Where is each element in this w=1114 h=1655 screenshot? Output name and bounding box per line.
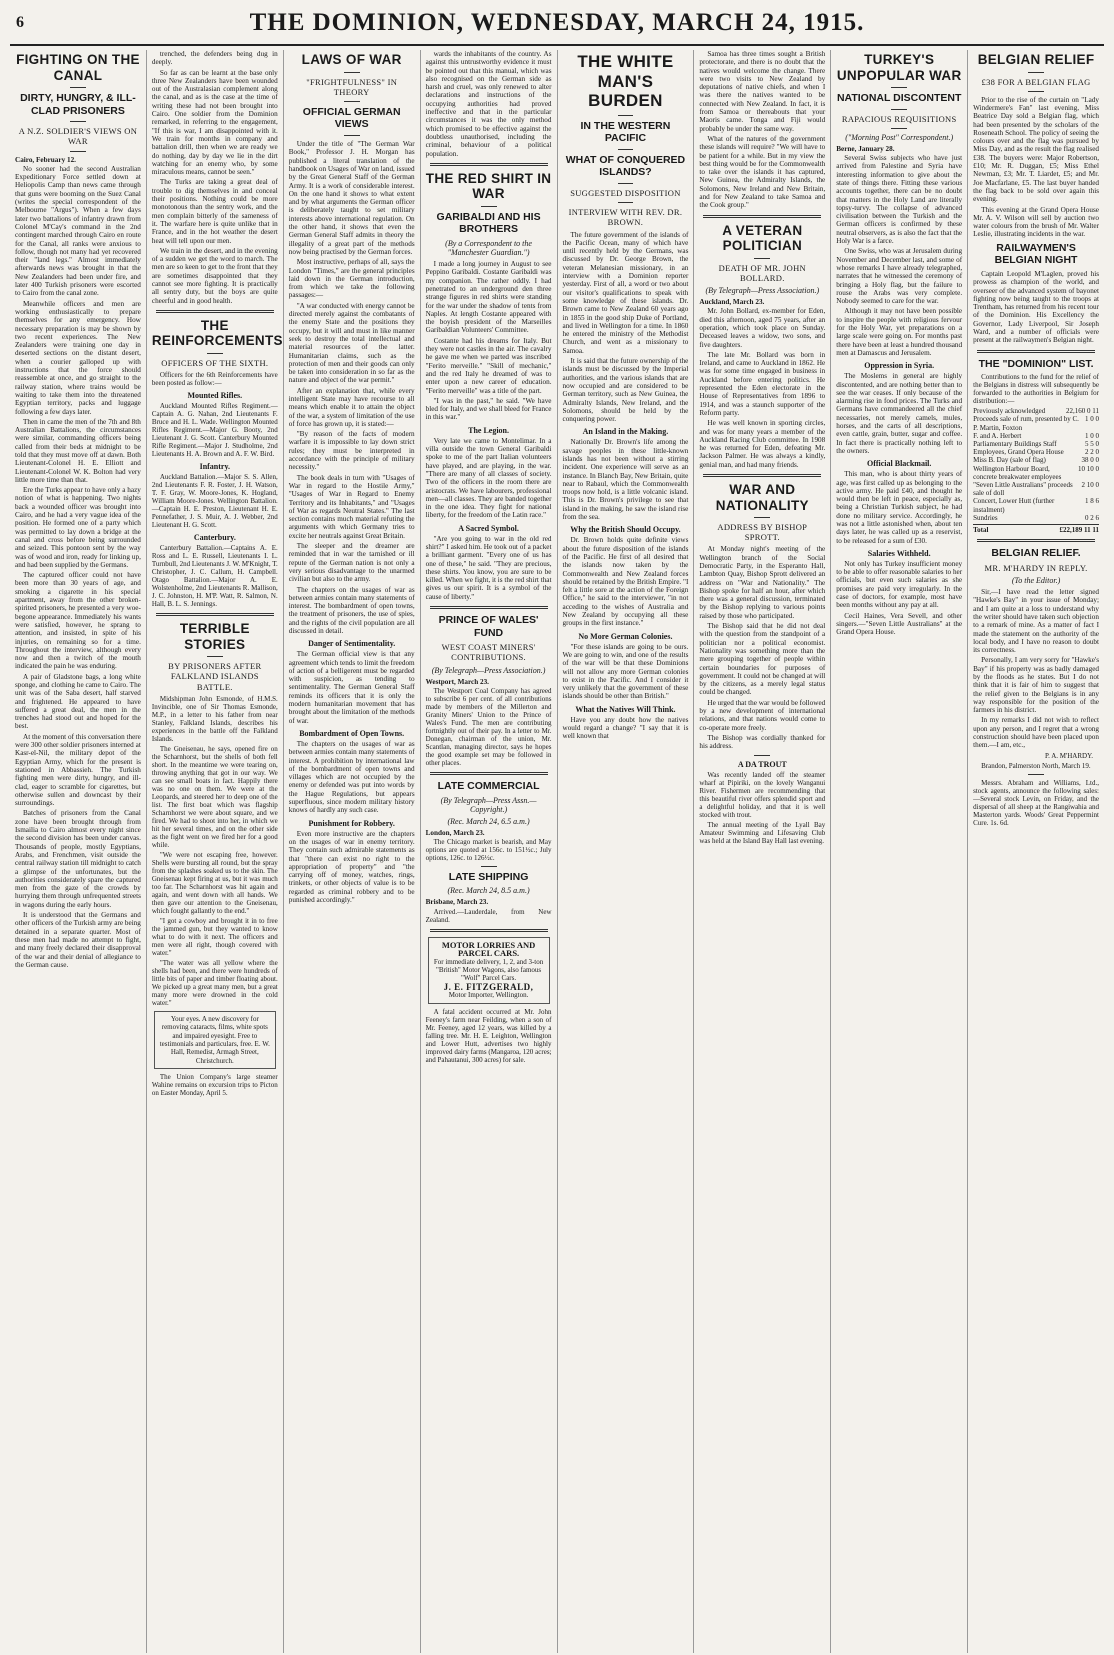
- paragraph: At Monday night's meeting of the Wellington branch of the Social Democratic Party, in the Esperanto Hall, Lambton Quay, Bishop Sprott delivered an address on "War and Nationality." The Bishop spoke for half an hour, after which there was a general discussion, terminated by the Bishop replying to various points raised by those who participated.: [699, 545, 826, 620]
- red-shirt-body: [426, 260, 552, 601]
- paragraph: Captain Leopold M'Laglen, proved his prowess as champion of the world, and overseer of the advanced system of bayonet fighting now being taught to the troops at Trentham, has returned from his recent tour of the Dominion. His Excellency the Governor, Lady Liverpool, Sir Joseph Ward, and a number of officials were present at the railwaymen's Belgian night.: [973, 269, 1099, 345]
- list-item: F. and A. Herbert 1 0 0: [973, 431, 1099, 440]
- divider: [1028, 72, 1044, 73]
- divider: [70, 151, 86, 152]
- dateline: Berne, January 28.: [836, 144, 895, 153]
- paragraph: Then in came the men of the 7th and 8th Australian Battalions, the circumstances were similar, commanding officers being called from their beds at midnight to be told that they must move off at dawn. Both Lieutenant-Colonel H. E. Elliott and Lieutenant-Colonel W. K. Bolton had very little more time than that.: [15, 417, 141, 484]
- received-time: (Rec. March 24, 8.5 a.m.): [447, 886, 530, 896]
- divider: [430, 606, 548, 609]
- notice-union-company: The Union Company's large steamer Wahine remains on excursion trips to Picton on Easter Monday, April 5.: [151, 1073, 278, 1098]
- newspaper-title: THE DOMINION, WEDNESDAY, MARCH 24, 1915.: [249, 9, 865, 36]
- paragraph: Sir,—I have read the letter signed "Hawke's Bay" in your issue of Monday; and I am quite at a loss to understand why the writer should have taken such objection to a remark of mine. As a matter of fact I made the statement on the authority of the local body, and I have no reason to doubt its correctness.: [973, 588, 1099, 655]
- subhead-frightfulness: "FRIGHTFULNESS" IN THEORY: [306, 76, 398, 97]
- paragraph: At the moment of this conversation there were 300 other soldier prisoners interned at Kasr-el-Nil, the military depot of the Egyptian Army, which for the present is stationed in Abbassieh. The Turkish fighting men were dirty, hungry, and ill-clad, eager to scramble for cigarettes, but otherwise sullen and downcast by their surroundings.: [15, 732, 141, 808]
- divider: [344, 135, 360, 136]
- paragraph: The Bishop was cordially thanked for his address.: [699, 733, 826, 751]
- divider: [977, 350, 1095, 353]
- article-body-canal: [15, 165, 141, 969]
- received-time: (Rec. March 24, 6.5 a.m.): [447, 816, 530, 826]
- byline: (By Telegraph—Press Association.): [705, 286, 820, 296]
- divider: [70, 87, 86, 88]
- paragraph: The late Mr. Bollard was born in Ireland, and came to Auckland in 1862. He was for some time engaged in business in Auckland before entering politics. He represented the Eden electorate in the House of Representatives from 1896 to 1914, and was a staunch supporter of the Reform party.: [699, 350, 826, 417]
- kicker-conquered-islands: WHAT OF CONQUERED ISLANDS?: [565, 153, 686, 179]
- byline: (By a Correspondent to the "Manchester Guardian."): [445, 239, 532, 258]
- letter-body: [973, 588, 1099, 750]
- divider: [754, 517, 770, 518]
- paragraph: I made a long journey in August to see Peppino Garibaldi. Costante Garibaldi was my companion. The rather oddly. I had penetrated to an underground den three strange figures in red shirts were standing for the war under the shadow of tents from Naples. At length Costante appeared with the boyish president of the Marseilles Garibaldian Volunteers' Committee.: [425, 260, 552, 335]
- paragraph: Samoa has three times sought a British protectorate, and there is no doubt that the natives would welcome the change. There were two visits to New Zealand by deputations of native chiefs, and when I was there the natives wanted to be connected with New Zealand. In fact, it is from Samoa or thereabouts that your Maoris came. Tonga and Fiji would probably be under the same way.: [699, 50, 826, 133]
- stock-sales-notice: Messrs. Abraham and Williams, Ltd., stock agents, announce the following sales:—Several stock Levin, on Friday, and the dispersal of all sheep at the Rangiwahia and Masterton yards. Woods' Great Peppermint Cure. 1s. 6d.: [973, 778, 1099, 827]
- dateline: Brisbane, March 23.: [425, 898, 489, 907]
- paragraph: A fatal accident occurred at Mr. John Feeney's farm near Feilding, when a son of Mr. Feeney, aged 12 years, was killed by a falling tree. Mr. H. E. Leighton, Wellington and Lower Hutt, advertises two highly improved dairy farms (Mangaroa, 120 acres; and Pahautanui, 300 acres) for sale.: [425, 1007, 552, 1064]
- paragraph: Several Swiss subjects who have just arrived from Palestine and Syria have interesting information to give about the state of things there. Fitting these various accounts together, there can be no doubt that matters in the Holy Land are literally topsy-turvy. The collapse of advanced civilisation between the Turkish and the German officers is confirmed by these neutral observers, as is also the fact that the Holy War is a farce.: [836, 154, 963, 246]
- paragraph: Personally, I am very sorry for "Hawke's Bay" if his property was as badly damaged by the floods as he states. But I do not think that it is fair of him to suggest that the relief given to the Belgians is in any way responsible for the position of the farmers in his district.: [973, 656, 1099, 715]
- letter-place: Brandon, Palmerston North, March 19.: [981, 761, 1091, 770]
- paragraph: So far as can be learnt at the base only three New Zealanders have been wounded out of the Australasian complement along the canal, and as is the case at the time of writing these had not been brought into Cairo. One soldier from the Dominion remarked, in referring to the engagement, "If this is war, I am disappointed with it. We train for months in company and battalion drill, then when we are ready we do nothing, day by day we lie in the dirt watching for an enemy who, by some miraculous means, cannot be seen.": [151, 68, 278, 177]
- turkey-body: [836, 154, 962, 636]
- paragraph: Not only has Turkey insufficient money to be able to offer reasonable salaries to her officials, but even such salaries as she promises are paid very irregularly. In the case of doctors, for example, most have been months without any pay at all.: [836, 559, 963, 610]
- subhead-western-pacific: IN THE WESTERN PACIFIC: [580, 119, 671, 145]
- divider: [703, 474, 821, 477]
- paragraph: The book deals in turn with "Usages of War in regard to the Hostile Army," "Usages of War in Regard to Enemy Territory and its Inhabitants," and "Usages of War as regards Neutral States." The last section contains much material refuting the arguments with which Germany tries to excite her neutrals against Great Britain.: [288, 473, 415, 540]
- divider: [344, 101, 360, 102]
- paragraph: Nationally Dr. Brown's life among the savage peoples in these little-known islands has not been without a stirring incident. One experience will serve as an instance. In Blanch Bay, New Britain, quite near to Rabaul, which the Commonwealth troops now hold, is a little volcanic island. This is Dr. Brown's privilege to see that island in the making, he saw the island rise from the sea.: [562, 438, 689, 522]
- salutation: (To the Editor.): [1011, 576, 1061, 586]
- headline-laws-of-war: LAWS OF WAR: [301, 52, 402, 67]
- subsection-heading: Danger of Sentimentality.: [308, 639, 396, 649]
- headline-veteran-politician: A VETERAN POLITICIAN: [722, 222, 803, 254]
- list-item: "Seven Little Australians" proceeds sale of doll 2 10 0: [973, 481, 1099, 498]
- byline: (By Telegraph—Press Association.): [431, 665, 546, 675]
- divider: [207, 656, 223, 657]
- kicker-mhardy: MR. M'HARDY IN REPLY.: [984, 562, 1088, 573]
- reinforcements-body: [152, 371, 278, 608]
- dominion-list-intro: Contributions to the fund for the relief of the Belgians in distress will subsequently be forwarded to the authorities in Belgium for distribution:—: [973, 373, 1099, 406]
- divider: [891, 128, 907, 129]
- headline-turkeys-unpopular-war: TURKEY'S UNPOPULAR WAR: [836, 52, 962, 83]
- paragraph: wards the inhabitants of the country. As against this untrustworthy evidence it must be pointed out that this manual, which was also recognised on the German side as harsh and cruel, was only renewed to alter declarations and instructions of the occupying authorities had proved ineffective and that in the particular circumstances it was the only method which promised to be effective against the doubtless unauthorised, including the criminal, behaviour of a political population.: [425, 50, 552, 158]
- kicker-nz-soldier: A N.Z. SOLDIER'S VIEWS ON WAR: [18, 126, 138, 147]
- column-7: [831, 50, 968, 1653]
- headline-white-mans-burden: THE WHITE MAN'S BURDEN: [577, 52, 674, 111]
- ad-advertiser: J. E. FITZGERALD,: [443, 981, 534, 992]
- kicker-bollard: DEATH OF MR. JOHN BOLLARD.: [718, 262, 806, 283]
- paragraph: Prior to the rise of the curtain on "Lady Windermere's Fan" last evening, Miss Beatrice Day sold a Belgian flag, which had been presented by the scholars of the Roseneath School. The policy of seeing the colours over and the flag was pursued by Miss Day, and as the result the flag realised £38. The buyers were: Major Robertson, £10; Mr. R. Duggan, £5; Miss Ethel Newman, £3; Mr. T. Liardet, £5; and Mr. Joe Macfarlane, £5. The last buyer handed the flag back to be sold over again this evening.: [973, 95, 1099, 204]
- unit-heading: Mounted Rifles.: [187, 391, 243, 401]
- kicker-miners: WEST COAST MINERS' CONTRIBUTIONS.: [441, 642, 536, 663]
- kicker-belgian-flag: £38 FOR A BELGIAN FLAG: [981, 76, 1091, 87]
- letter-signature: P. A. M'HARDY.: [1044, 751, 1093, 760]
- divider: [1028, 774, 1044, 775]
- page-number: 6: [16, 14, 24, 31]
- paragraph: Meanwhile officers and men are working enthusiastically to prepare themselves for any emergency. How necessary preparation is may be shown by two recent experiences. The New Zealanders were training one day in deserted sections on the distant desert, when a courier galloped up with instructions that the force should reassemble at once, and go straight to the railway station, where trains would be waiting to take them into the threatened Egyptian territory, packs and luggage following a few days later.: [15, 299, 141, 416]
- paragraph: The future government of the islands of the Pacific Ocean, many of which have until recently held by the Germans, was discussed by Dr. George Brown, the veteran Melanesian missionary, in an interview with a Dominion reporter yesterday. First of all, a word or two about our visitor's qualifications to speak with some knowledge of these islands. Dr. Brown came to New Zealand 60 years ago in 1855 in the good ship Duke of Portland, and lived in Wellington for a time. In 1860 he entered the ministry of the Methodist Church, and went as a missionary to Samoa.: [562, 230, 689, 355]
- headline-late-shipping: LATE SHIPPING: [448, 870, 529, 883]
- paragraph: Although it may not have been possible to inspire the people with religious fervour for the Holy War, yet preparations on a large scale were going on. For months past there have been at least a hundred thousand men at Damascus and Jerusalem.: [836, 307, 963, 357]
- paragraph: It is said that the future ownership of the islands must be discussed by the Imperial authorities, and the various islands that are now occupied and are considered to be German territory, such as New Guinea, the Admiralty Islands, New Ireland, and the Solomons, should be held by the conquering power.: [562, 357, 689, 424]
- subsection-heading: Oppression in Syria.: [864, 361, 935, 371]
- divider: [344, 72, 360, 73]
- paragraph: "I got a cowboy and brought it in to free the jammed gun, but they wanted to know what to do with it next. The officers and men were all right, though covered with water.": [151, 916, 278, 957]
- divider: [156, 310, 274, 313]
- paragraph: The chapters on the usages of war as between armies contain many statements of interest. The bombardment of open towns, the treatment of prisoners, the use of spies, and the rights of the civil population are all discussed in detail.: [288, 585, 415, 635]
- columns: [10, 50, 1104, 1653]
- subhead-national-discontent: NATIONAL DISCONTENT: [836, 92, 962, 105]
- kicker-interview: INTERVIEW WITH REV. DR. BROWN.: [568, 207, 683, 228]
- laws-of-war-body: [289, 140, 415, 904]
- ad-text: For immediate delivery, 1, 2, and 3-ton "British" Motor Wagons, also famous "Wolf" Parcel Cars.: [433, 957, 544, 983]
- ad-place: Motor Importer, Wellington.: [448, 991, 529, 1000]
- subsection-heading: The Legion.: [468, 425, 510, 435]
- laws-of-war-continued: [426, 50, 552, 158]
- advertisement-eyes: Your eyes. A new discovery for removing cataracts, films, white spots and impaired eyesight. Free to testimonials and particulars, free. E. W. Hall, Remedist, Armagh Street, Christchurch.: [154, 1011, 276, 1069]
- paragraph: The Turks are taking a great deal of trouble to dig themselves in and conceal their positions. Nothing could be more monotonous than the sentry work, and the men complain bitterly of the sameness of it. The warfare here is quite unlike that in France, and in the hot weather the desert heat will tell upon our men.: [151, 178, 278, 245]
- masthead: [10, 6, 1104, 46]
- kicker-bishop-sprott: ADDRESS BY BISHOP SPROTT.: [717, 522, 808, 543]
- war-nationality-body: [699, 545, 825, 750]
- paragraph: Cecil Haines, Vera Sevell, and other singers.—"Seven Little Australians" at the Grand Opera House.: [836, 611, 963, 637]
- late-shipping-body: [426, 908, 552, 924]
- paragraph: He was well known in sporting circles, and was for many years a member of the Auckland Racing Club committee. In 1908 he was returned for Eden, defeating Mr. Jackson Palmer. He was always a kindly, genial man, and had many friends.: [699, 419, 826, 469]
- local-notes: [426, 1008, 552, 1064]
- paragraph: Under the title of "The German War Book," Professor J. H. Morgan has published a literal translation of the handbook on Usages of War on land, issued by the Great General Staff of the German Army. It is a work of considerable interest. On the one hand it shows to what extent and by what arguments the German officer is deliberately taught to set military interests above international regulation. On the other hand, it shows that even the German General Staff admits in theory the illegality of a great part of the methods now being practised by the German forces.: [288, 140, 415, 256]
- headline-prince-of-wales-fund: PRINCE OF WALES' FUND: [438, 614, 539, 639]
- subhead-prisoners: DIRTY, HUNGRY, & ILL-CLAD PRISONERS: [20, 92, 136, 117]
- divider: [618, 115, 634, 116]
- paragraph: The Gneisenau, he says, opened fire on the Scharnhorst, but the shells of both fell short. In the meantime we were tearing on, throwing anything that got in our way. We can see small boats in fact. Happily there was no one on them. We were at the Leopards, and steered her to deep one of the list. The first boat which was flagship Scharnhorst we were about square, and we fired. We had to shoot into her, in which we hit her several times, and on the other side as the fight went on we fired her for a good while.: [151, 744, 278, 849]
- divider: [430, 929, 548, 932]
- headline-railwaymens-night: RAILWAYMEN'S BELGIAN NIGHT: [994, 241, 1078, 267]
- list-item: Miss B. Day (sale of flag) 38 0 0: [973, 456, 1099, 465]
- byline: ("Morning Post" Correspondent.): [845, 132, 954, 142]
- list-item: Wellington Harbour Board, concrete breakwater employees 10 10 0: [973, 464, 1099, 481]
- list-item: Proceeds sale of rum, presented by C. P. Martin, Foxton 1 0 0: [973, 415, 1099, 432]
- headline-belgian-relief-reply: BELGIAN RELIEF.: [991, 547, 1081, 560]
- paragraph: Even more instructive are the chapters on the usages of war in enemy territory. They contain such admirable statements as that "there can exist no right to the appropriation of property" and "the carrying off of money, watches, rings, trinkets, or other objects of value is to be regarded as criminal robbery and to be punished accordingly.": [288, 829, 415, 905]
- divider: [430, 772, 548, 775]
- paragraph: Officers for the 6th Reinforcements have been posted as follow:—: [151, 371, 278, 388]
- subsection-heading: An Island in the Making.: [582, 427, 669, 437]
- paragraph: "For these islands are going to be ours. We are going to win, and one of the results of the war will be that these Dominions will not allow any more German colonies to exist in the Pacific. And I consider it very unlikely that the government of these islands should be other than British.": [562, 642, 689, 701]
- paragraph: It is understood that the Germans and other officers of the Turkish army are being detained in a separate quarter. Most of these men had made no attempt to fight, and many freely declared their disapproval of the war and their denial of allegiance to the German cause.: [15, 911, 141, 969]
- ad-heading: MOTOR LORRIES AND PARCEL CARS.: [441, 939, 536, 959]
- divider: [207, 353, 223, 354]
- list-item: Sundries 0 2 6: [973, 513, 1099, 522]
- railwaymen-body: [973, 270, 1099, 345]
- divider: [156, 613, 274, 616]
- paragraph: trenched, the defenders being dug in deeply.: [151, 50, 278, 67]
- subsection-heading: Why the British Should Occupy.: [570, 525, 681, 535]
- column-2: [147, 50, 284, 1653]
- divider: [754, 755, 770, 756]
- paragraph: The Moslems in general are highly discontented, and are nothing better than to see the war ceases. If only because of the alarming rise in food prices. The Turks and Germans have commandeered all the chief necessaries, not merely camels, mules, horses, and the carts of all descriptions, even cattle, grain, butter, sugar and coffee. In fact there is practically nothing left to the owners.: [836, 372, 963, 455]
- divider: [430, 163, 548, 166]
- subsection-heading: A Sacred Symbol.: [458, 523, 519, 533]
- paragraph: Dr. Brown holds quite definite views about the future disposition of the islands of the Pacific. He first of all desired that the islands now taken by the Commonwealth and New Zealand forces should be retained by the British Empire. "I felt a little sore at the action of the Foreign Office," he said to the interviewer, "in not acceding to the wishes of Australia and New Zealand by occupying all these groups in the first instance.": [562, 536, 689, 628]
- subsection-heading: Bombardment of Open Towns.: [299, 728, 405, 738]
- dateline: Auckland, March 23.: [699, 298, 765, 307]
- paragraph: The sleeper and the dreamer are reminded that in war the tarnished or ill repute of the German nation is not only a very serious disadvantage to the unarmed civilian but also to the army.: [288, 542, 415, 584]
- paragraph: In my remarks I did not wish to reflect upon any person, and I regret that a wrong construction should have been placed upon them.—I am, etc.,: [973, 716, 1099, 750]
- divider: [481, 206, 497, 207]
- advertisement-motor-lorries: [428, 937, 550, 1004]
- section-official-german-views: OFFICIAL GERMAN VIEWS: [302, 105, 401, 131]
- divider: [618, 149, 634, 150]
- column-4: [421, 50, 558, 1653]
- dateline: Westport, March 23.: [425, 677, 489, 686]
- prince-fund-body: [426, 687, 552, 767]
- paragraph: Midshipman John Esmonde, of H.M.S. Invincible, one of Sir Thomas Esmonde, M.P., in a letter to his father from near Stanley, Falkland Islands, describes his experiences in the battle off the Falkland Islands.: [151, 694, 278, 743]
- column-8: [968, 50, 1104, 1653]
- divider: [703, 215, 821, 218]
- list-item: Employees, Grand Opera House 2 2 0: [973, 448, 1099, 457]
- paragraph: The captured officer could not have been more than 30 years of age, and smoking a cigarette in his special apartment, away from the other broken-spirited prisoners, he presented a very woe-begone appearance. Immediately his wants were satisfied, however, he sprang to attention, and insisted, in spite of his injuries, on remaining so for a time. Throughout the interview, although every now and then a twitch of the mouth indicated the pain he was enduring.: [15, 571, 141, 671]
- unit-heading: Canterbury.: [193, 533, 236, 543]
- divider: [754, 258, 770, 259]
- paragraph: "I was in the past," he said. "We have bled for Italy, and we shall bleed for France in this war.": [425, 396, 552, 422]
- kicker-falkland: BY PRISONERS AFTER FALKLAND ISLANDS BATTLE.: [168, 661, 262, 692]
- paragraph: "A war conducted with energy cannot be directed merely against the combatants of the enemy State and the positions they occupy, but it will and must in like manner seek to destroy the total intellectual and material resources of the latter. Humanitarian claims, such as the protection of men and their goods can only be taken into consideration in so far as the nature and object of the war permit.": [288, 301, 415, 385]
- unit-text: Canterbury Battalion.—Captains A. E. Ross and L. E. Russell, Lieutenants I. L. Turnbull, 2nd Lieutenants J. W. M'Knight, T. Christopher, J. C. Callum, H. Campbell. Otago Battalion.—Major A. E. Wolstenholme, 2nd Lieutenants R. Mallison, J. C. Johnston, H. M'P. Watt, R. Salmon, N. Hall, B. L. S. Jennings.: [151, 544, 278, 609]
- subscription-list: [973, 407, 1099, 534]
- paragraph: The Chicago market is bearish, and May options are quoted at 156c. to 151½c.; July options, 126c. to 126½c.: [425, 837, 552, 862]
- kicker-officers: OFFICERS OF THE SIXTH.: [161, 357, 269, 368]
- list-item: Concert, Lower Hutt (further instalment) 1 8 6: [973, 497, 1099, 514]
- paragraph: Was recently landed off the steamer wharf at Pipiriki, on the lovely Wanganui River. Fishermen are recommending that this beautiful river offers splendid sport and a delightful holiday, and that it is well stocked with trout.: [699, 770, 826, 819]
- headline-canal: FIGHTING ON THE CANAL: [16, 52, 140, 83]
- white-mans-burden-body: [563, 231, 689, 741]
- paragraph: One Swiss, who was at Jerusalem during November and December last, and some of whose remarks I have already telegraphed, narrates that he witnessed the ceremony of bringing a Holy flag, but the failure to rouse the Arabs was very complete. Nobody seemed to care for the war.: [836, 247, 963, 306]
- paragraph: Ere the Turks appear to have only a hazy notion of what is happening. Two nights back a wounded officer was brought into Cairo, and he had a very vague idea of the position. He formed one of a party which was permitted to lay down a bridge at the canal and cross before being surrounded and seized. This pontoon sent by the way was of wood and iron, ready for linking up, and had been supplied by the Germans.: [15, 486, 141, 569]
- paragraph: After an explanation that, while every intelligent State may have recourse to all means which enable it to attain the object of the war, a system of limitation of the use of force has grown up, it is stated:—: [288, 386, 415, 428]
- kicker-requisitions: RAPACIOUS REQUISITIONS: [841, 113, 957, 124]
- divider: [70, 121, 86, 122]
- unit-text: Auckland Mounted Rifles Regiment.—Captain A. G. Nahan, 2nd Lieutenants F. Bruce and H. L. Wade. Wellington Mounted Rifles Regiment.—Major G. Booty, 2nd Lieutenant J. G. Scott. Canterbury Mounted Rifle Regiment.—Major J. Studholme, 2nd Lieutenants H. A. Brown and A. F. W. Bird.: [151, 402, 278, 459]
- paragraph: What of the natures of the government these islands will require? "We will have to be patient for a while. But in my view the best thing would be for the Commonwealth to take over the islands it has captured, New Guinea, the Admiralty Islands, the Solomons, New Ireland and New Britain, and for New Zealand to take Samoa and the Cook group.": [699, 134, 826, 210]
- divider: [481, 866, 497, 867]
- divider: [1028, 91, 1044, 92]
- headline-dominion-list: THE "DOMINION" LIST.: [978, 357, 1094, 370]
- paragraph: "By reason of the facts of modern warfare it is impossible to lay down strict rules; they must be interpreted in accordance with the principle of military necessity.": [288, 430, 415, 472]
- paragraph: Most instructive, perhaps of all, says the London "Times," are the general principles laid down in the German introduction, from which we take the following passages:—: [288, 258, 415, 300]
- paragraph: This man, who is about thirty years of age, was first called up as belonging to the active army. He paid £40, and thought he would then be left in peace, especially as, being a Christian Turkish subject, he had done no military service. Accordingly, he was not a little astonished when, about ten days later, he was called up as a reservist, to be released for a sum of £30.: [836, 470, 963, 545]
- list-total: Total £22,189 11 11: [973, 526, 1099, 535]
- paragraph: The chapters on the usages of war as between armies contain many statements of interest. A prohibition by international law of the bombardment of open towns and villages which are not occupied by the enemy or defended was put into words by the Hague Regulations, but appears superfluous, since modern military history knows of hardly any such case.: [288, 739, 415, 815]
- column-5: [558, 50, 695, 1653]
- headline-war-and-nationality: WAR AND NATIONALITY: [715, 481, 809, 513]
- unit-heading: Infantry.: [199, 462, 231, 472]
- subsection-heading: Salaries Withheld.: [867, 548, 931, 558]
- subsection-heading: What the Natives Will Think.: [575, 704, 676, 714]
- paragraph: Have you any doubt how the natives would regard a change? "I say that it is well known that: [562, 715, 689, 741]
- paragraph: Arrived.—Lauderdale, from New Zealand.: [425, 907, 552, 924]
- paragraph: We train in the desert, and in the evening of a sudden we get the word to march. The men are so keen to get to the front that they are sometimes disappointed that they cannot see more fighting. It is practically all sentry duty, but the boys are quite cheerful and in good health.: [151, 246, 278, 305]
- headline-red-shirt: THE RED SHIRT IN WAR: [425, 170, 552, 202]
- paragraph: No sooner had the second Australian Expeditionary Force settled down at Heliopolis Camp than news came through that guns were booming on the Suez Canal (writes the special correspondent of the Melbourne "Argus"). When a few days later two battalions of infantry drawn from Colonel M'Cay's command in the 2nd contingent marched through Cairo en route for the Canal, all ranks were anxious to follow, though not many had yet recovered their "land legs." Almost immediately afterwards news was brought in that the New Zealanders had been under fire, and later 400 Turkish prisoners were escorted to Cairo from the canal zone.: [15, 164, 141, 298]
- column-6: [694, 50, 831, 1653]
- politician-body: [699, 307, 825, 469]
- dateline: London, March 23.: [425, 828, 485, 837]
- article-body-continued: [152, 50, 278, 305]
- paragraph: The Westport Coal Company has agreed to subscribe 6 per cent. of all contributions made by members of the Millerton and Granity Miners' Union to the Prince of Wales's Fund. The men are contributing fortnightly out of their pay. In a letter to Mr. Donegan, chairman of the union, Mr. Scantlan, managing director, says he hopes the good example set may be followed in other places.: [425, 686, 552, 767]
- divider: [891, 87, 907, 88]
- subsection-heading: Punishment for Robbery.: [308, 818, 395, 828]
- byline: (By Telegraph—Press Assn.—Copyright.): [440, 795, 537, 814]
- column-1: [10, 50, 147, 1653]
- kicker-disposition: SUGGESTED DISPOSITION: [570, 188, 681, 199]
- paragraph: Batches of prisoners from the Canal zone have been brought through from Ismailia to Cairo almost every night since the second division has been under canvas. Thousands of people, mostly Egyptians, Arabs, and Frenchmen, visit outside the central railway station till midnight to catch a glimpse of the unfortunates, but the authorities considerately spare the captured men from the gaze of the crowds by hurrying them through unfrequented streets in wagons during the early hours.: [15, 809, 141, 909]
- paragraph: Very late we came to Montelimar. In a villa outside the town General Garibaldi spoke to me of the part Italian volunteers have played, and are playing, in the war. "There are many of all classes of society. Two of the officers in the room there are aristocrats. We have labourers, professional men—all classes. They are banded together in the one idea. They fight for national liberty, for the freedom of the Latin race.": [425, 436, 552, 520]
- headline-belgian-relief: BELGIAN RELIEF: [977, 52, 1095, 67]
- paragraph: This evening at the Grand Opera House Mr. A. V. Wilson will sell by auction two water colours from the brush of Mr. Walter Leslie, illustrating incidents in the war.: [973, 205, 1099, 239]
- headline-late-commercial: LATE COMMERCIAL: [437, 779, 540, 792]
- subsection-heading: No More German Colonies.: [578, 631, 673, 641]
- trout-body: [699, 771, 825, 845]
- heading-trout: A DA TROUT: [737, 759, 787, 769]
- list-item: Parliamentary Buildings Staff 5 5 0: [973, 440, 1099, 449]
- paragraph: Mr. John Bollard, ex-member for Eden, died this afternoon, aged 75 years, after an operation, which took place on Sunday. Deceased leaves a widow, two sons, and five daughters.: [699, 307, 826, 349]
- divider: [891, 109, 907, 110]
- late-commercial-body: [426, 838, 552, 862]
- falkland-body: [152, 695, 278, 1007]
- paragraph: "The water was all yellow where the shells had been, and there were hundreds of little bits of paper and timber floating about. We picked up a great many men, but a great many more were drowned in the cold water.": [151, 958, 278, 1007]
- list-item: Previously acknowledged 22,160 0 11: [973, 407, 1099, 416]
- headline-reinforcements: THE REINFORCEMENTS: [151, 317, 283, 349]
- divider: [618, 202, 634, 203]
- paragraph: The German official view is that any agreement which tends to limit the freedom of action of a belligerent must be regarded with suspicion, as tending to sentimentality. The German General Staff reminds its officers that it is only the modern humanitarian movement that has brought about the limitation of the methods of war.: [288, 650, 415, 725]
- paragraph: A pair of Gladstone bags, a long white sponge, and clothing he came to Cairo. The unit was of the Saba desert, half starved and frightened. He appeared to have suffered a great deal, the men in the trenches had stood out and hoped for the best.: [15, 672, 141, 731]
- paragraph: Costante had his dreams for Italy. But they were not castles in the air. The cavalry he gave me when we parted was inscribed "Ferito merveille." "Skill of mechanic," and the red Italy he dreamed of was to enter upon a new career of education. "Ferito merveille" was a title of the part.: [425, 336, 552, 395]
- subhead-garibaldi: GARIBALDI AND HIS BROTHERS: [436, 210, 541, 236]
- divider: [977, 539, 1095, 542]
- paragraph: The Bishop said that he did not deal with the question from the standpoint of a politician nor a political economist. Nationality was something more than the mere grouping together of people within certain boundaries for purposes of government. It could not be changed at will by the citizens, as a merely legal status could be changed.: [699, 622, 826, 697]
- headline-terrible-stories: TERRIBLE STORIES: [179, 621, 250, 652]
- column-3: [284, 50, 421, 1653]
- dateline: Cairo, February 12.: [15, 155, 76, 164]
- white-mans-burden-continued: [699, 50, 825, 210]
- divider: [618, 183, 634, 184]
- subsection-heading: Official Blackmail.: [866, 459, 932, 469]
- paragraph: He urged that the war would be followed by a new development of international relations, and that nations would come to co-operate more freely.: [699, 698, 826, 732]
- belgian-flag-body: [973, 96, 1099, 239]
- unit-text: Auckland Battalion.—Major S. S. Allen, 2nd Lieutenants F. R. Foster, J. H. Watson, T. F. Gray, W. Moore-Jones, K. Hogland, William Moore-Jones. Wellington Battalion.—Captain H. E. Preston, Lieutenant H. E. Pennefather, J. S. Muir, A. J. Webber, 2nd Lieutenant H. G. Scott.: [151, 473, 278, 530]
- paragraph: "Are you going to war in the old red shirt?" I asked him. He took out of a packet a brilliant garment. "Every one of us has one of these," he said. "They are precious, these shirts. You know, you are sure to be killed. When we fight, it is the red shirt that gives us our spirit. It is a symbol of the cause of liberty.": [425, 534, 552, 601]
- paragraph: "We were not escaping free, however. Shells were bursting all round, but the spray from the splashes soaked us to the skin. The Gneisenau kept firing at us, but it was much too far. The Scharnhorst was hit again and again, and went down with all hands. We then gave our attention to the Gneisenau, which fought gallantly to the end.": [151, 850, 278, 915]
- paragraph: The annual meeting of the Lyall Bay Amateur Swimming and Lifesaving Club was held at the Island Bay Hall last evening.: [699, 820, 826, 845]
